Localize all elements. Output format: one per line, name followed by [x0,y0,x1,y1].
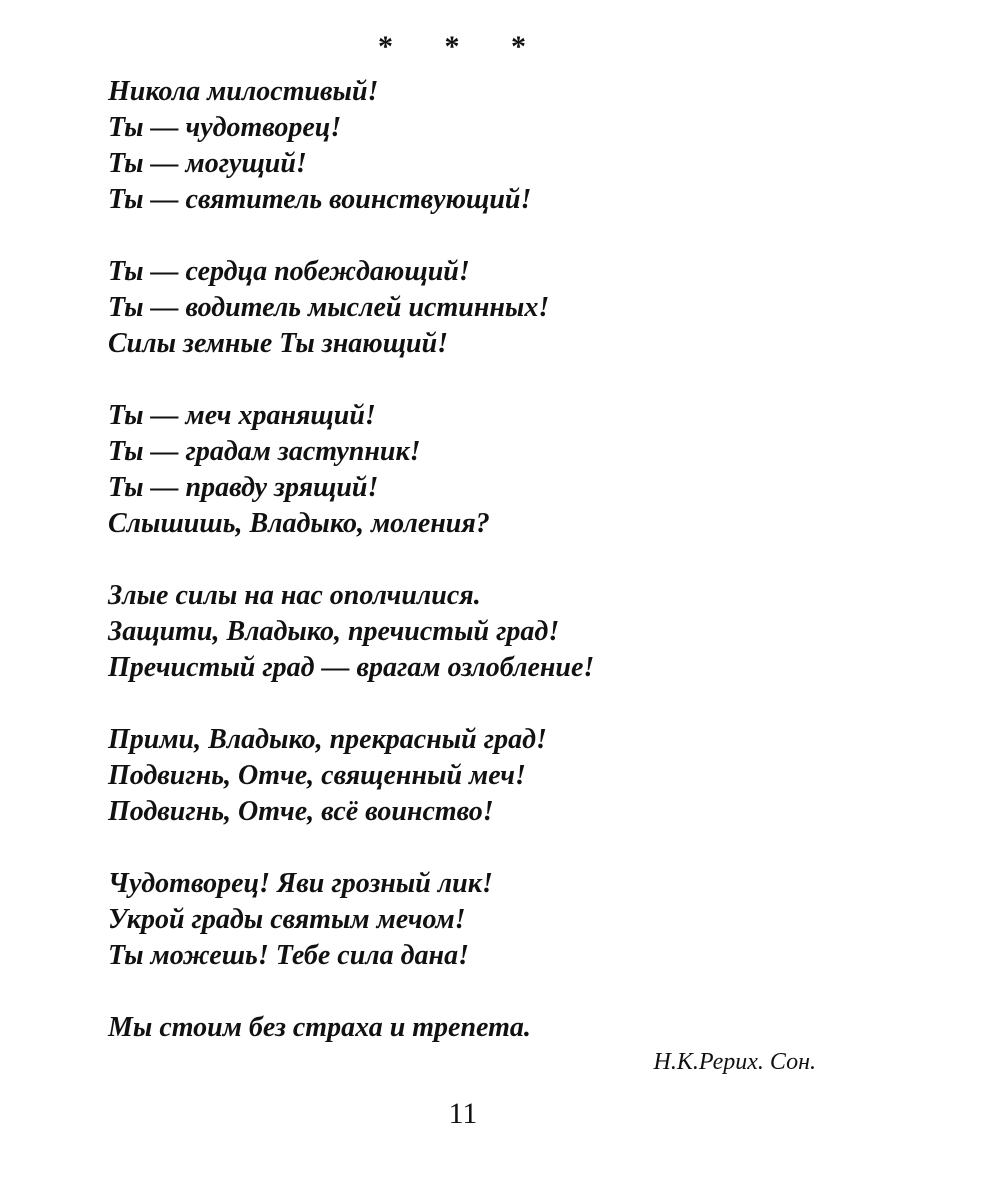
poem-line: Подвигнь, Отче, всё воинство! [108,796,494,827]
poem-line: Укрой грады святым мечом! [108,904,466,935]
poem-line: Ты — правду зрящий! [108,472,379,503]
poem-line: Защити, Владыко, пречистый град! [108,616,560,647]
stanza [108,578,868,686]
stanza [108,722,868,830]
poem-line: Ты — меч хранящий! [108,400,376,431]
poem-line: Ты — святитель воинствующий! [108,184,532,215]
stanza [108,254,868,362]
poem-line: Ты можешь! Тебе сила дана! [108,940,469,971]
stanza [108,398,868,542]
poem-line: Подвигнь, Отче, священный меч! [108,760,526,791]
section-separator: * * * [378,30,548,63]
poem-line: Ты — водитель мыслей истинных! [108,292,550,323]
poem-line: Ты — могущий! [108,148,307,179]
poem-line: Ты — градам заступник! [108,436,421,467]
attribution: Н.К.Рерих. Сон. [653,1049,816,1075]
page-number: 11 [448,1097,478,1130]
stanza [108,866,868,974]
poem-line: Чудотворец! Яви грозный лик! [108,868,493,899]
poem-line: Слышишь, Владыко, моления? [108,508,490,539]
stanza [108,74,868,218]
stanza [108,1010,868,1046]
poem-line: Злые силы на нас ополчилися. [108,580,481,611]
poem-line: Мы стоим без страха и трепета. [108,1012,531,1043]
poem-line: Пречистый град — врагам озлобление! [108,652,595,683]
poem-line: Прими, Владыко, прекрасный град! [108,724,547,755]
poem-line: Ты — сердца побеждающий! [108,256,470,287]
poem-line: Силы земные Ты знающий! [108,328,449,359]
poem [108,74,868,1082]
poem-line: Ты — чудотворец! [108,112,342,143]
poem-line: Никола милостивый! [108,76,379,107]
